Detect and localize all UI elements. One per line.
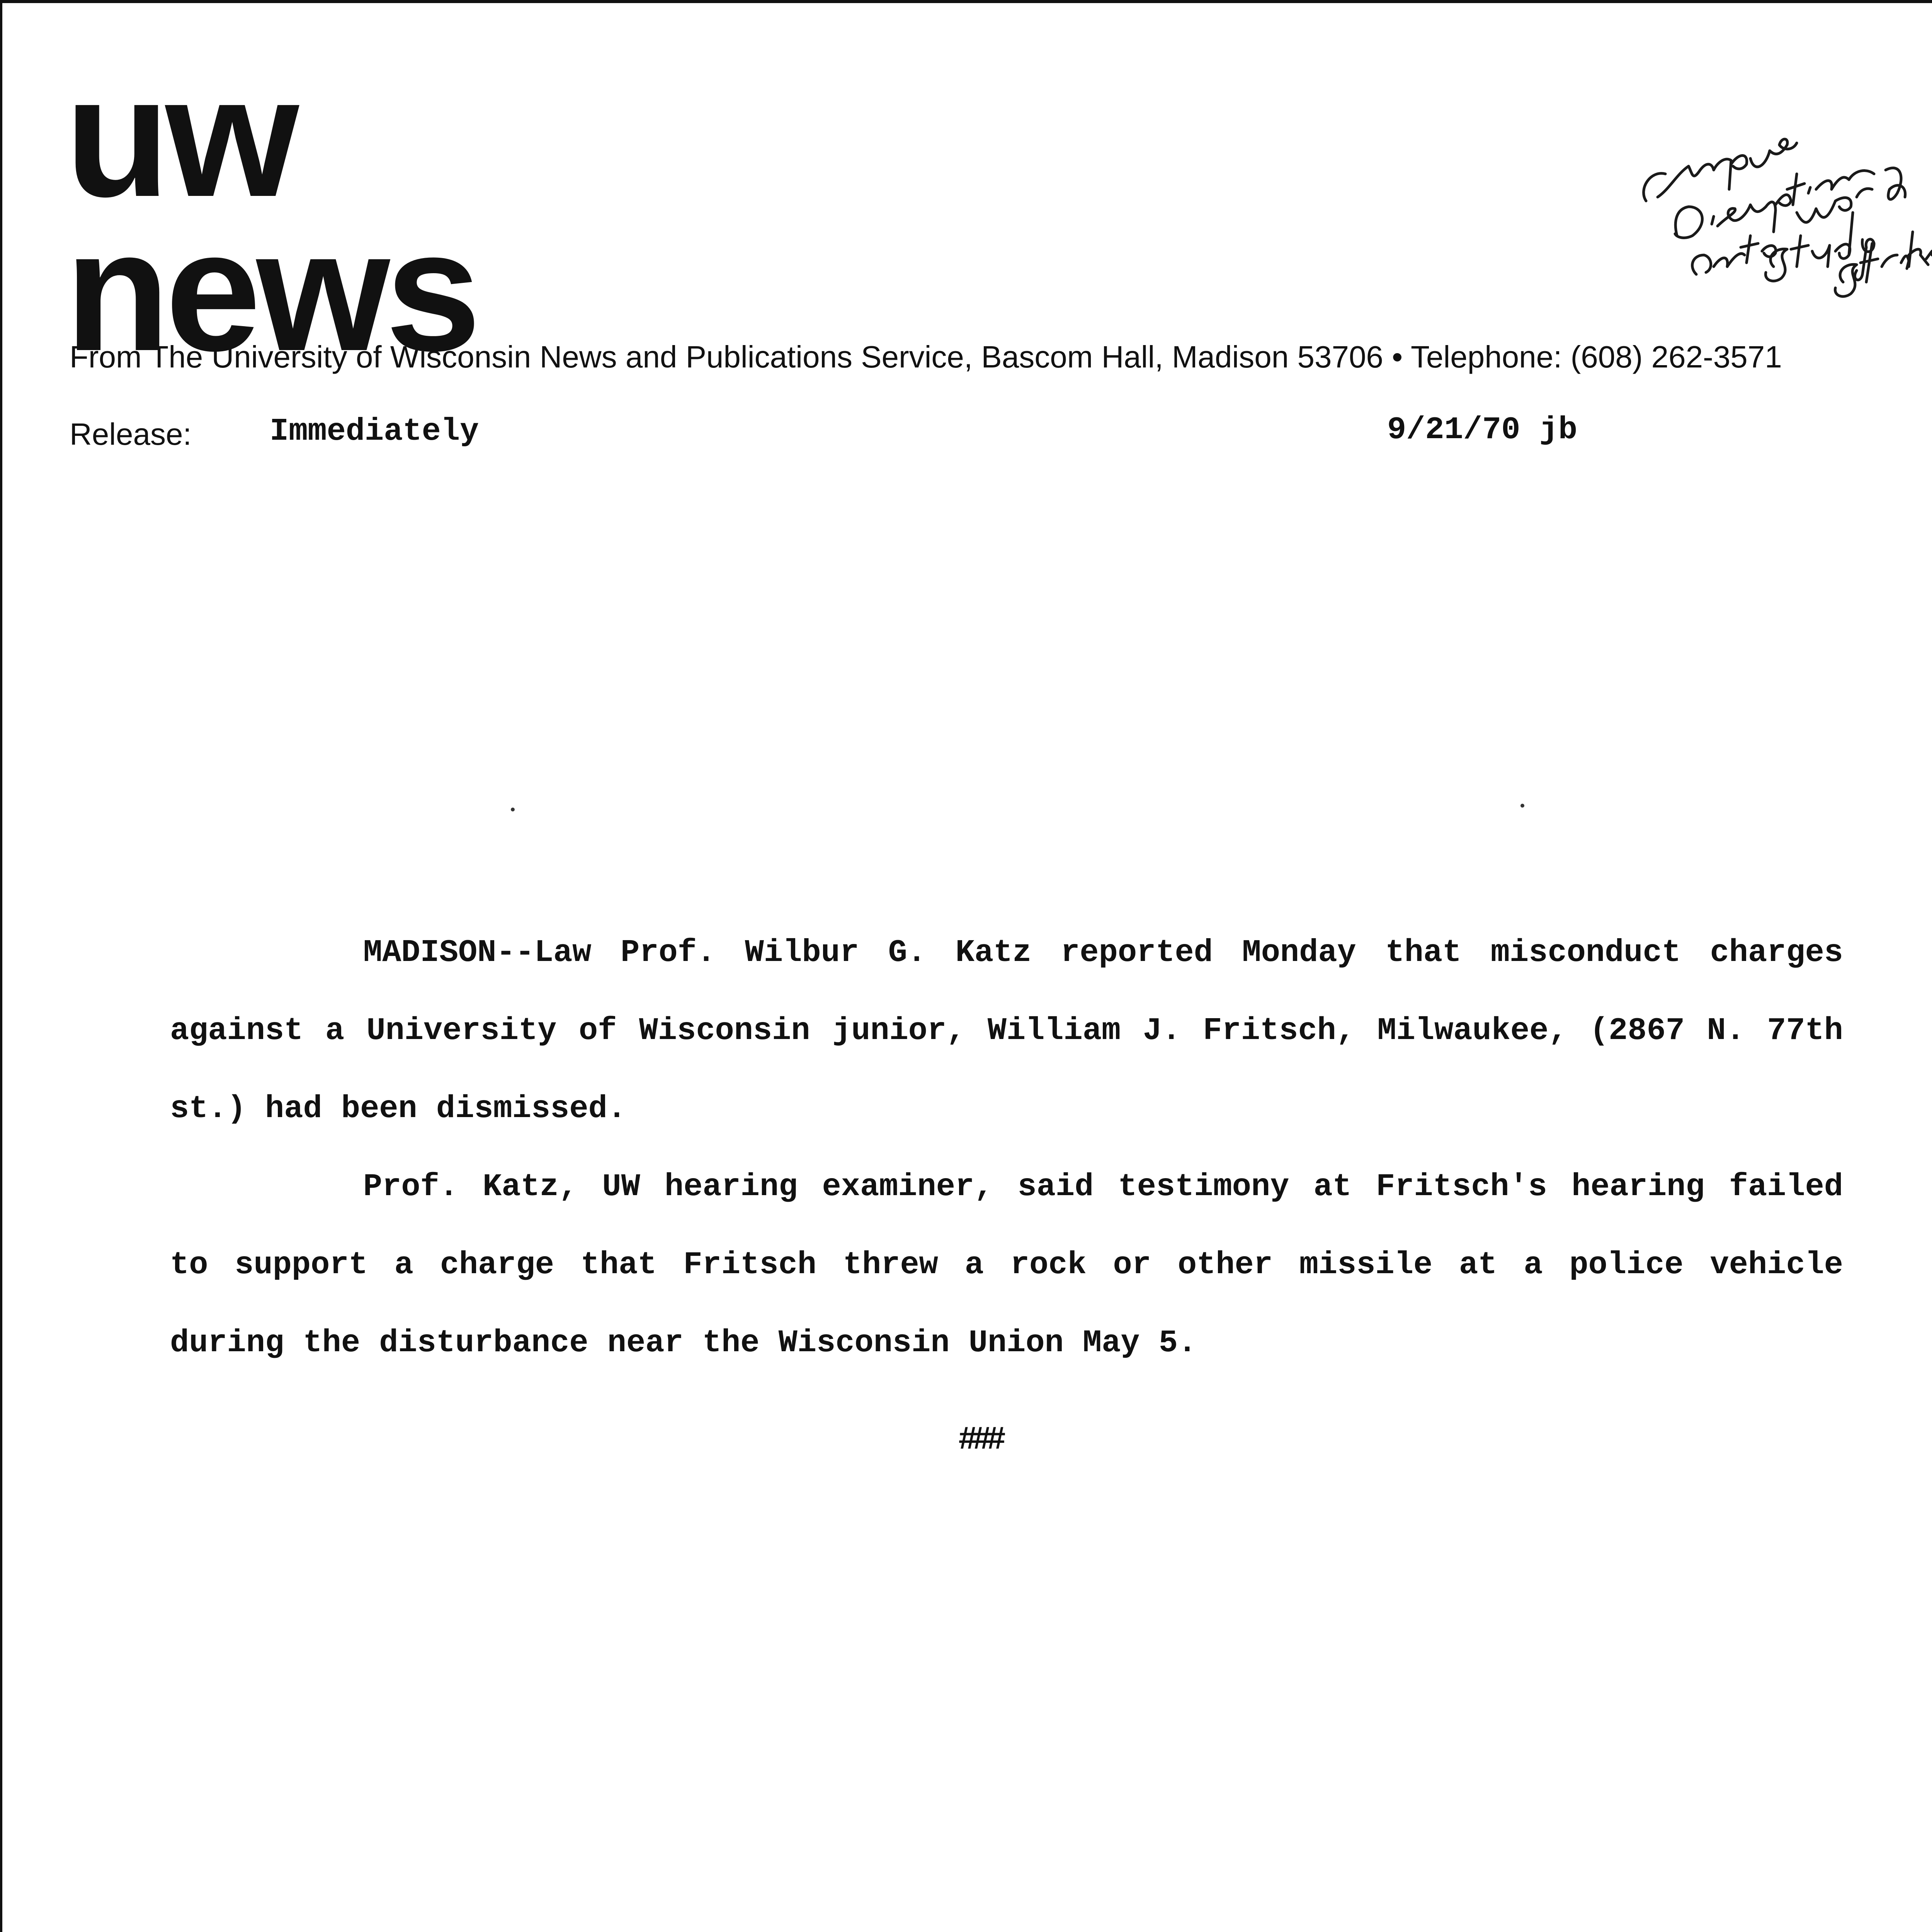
paragraph: Prof. Katz, UW hearing examiner, said testimony at Fritsch's hearing failed to support a charge that Fritsch threw a rock or other missile at a police vehicle during the disturbance near the Wisconsin Union May 5. <box>170 1169 1843 1361</box>
press-release-body <box>170 914 1843 1382</box>
release-label: Release: <box>70 417 192 451</box>
paragraph: MADISON--Law Prof. Wilbur G. Katz reported Monday that misconduct charges against a University of Wisconsin junior, William J. Fritsch, Milwaukee, (2867 N. 77th st.) had been dismissed. <box>170 935 1843 1127</box>
logo-line-uw: uw <box>65 41 294 233</box>
scan-speck <box>511 808 515 811</box>
handwritten-note <box>1634 73 1932 352</box>
release-value: Immediately <box>270 413 479 449</box>
end-mark: ### <box>958 1422 1001 1459</box>
uw-news-logo <box>65 41 476 387</box>
release-date: 9/21/70 jb <box>1387 412 1578 448</box>
logo-line-news: news <box>65 195 476 387</box>
scan-speck <box>1520 804 1524 808</box>
masthead-address: From The University of Wisconsin News and Publications Service, Bascom Hall, Madison 53706 • Telephone: (608) 262-3571 <box>70 340 1782 374</box>
